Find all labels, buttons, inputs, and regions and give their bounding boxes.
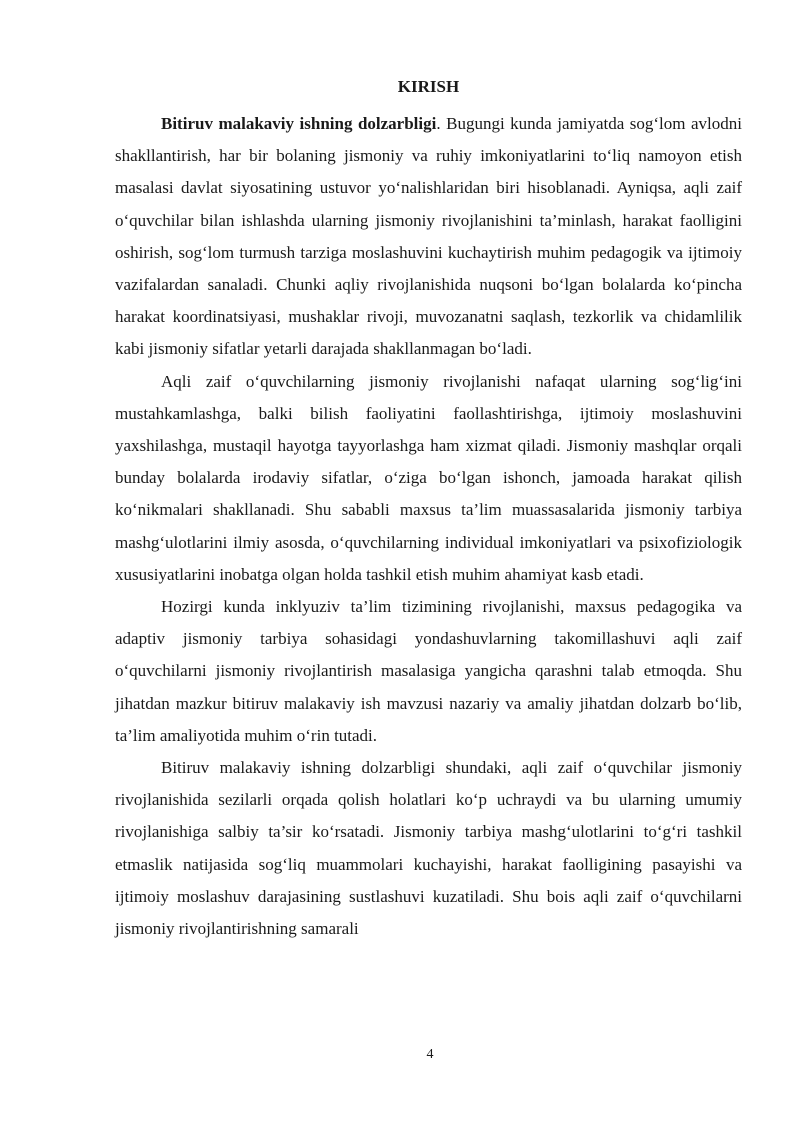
paragraph-1-text: . Bugungi kunda jamiyatda sog‘lom avlodni shakllantirish, har bir bolaning jismoniy va ruhiy imkoniyatlarini to‘liq namoyon etish masalasi davlat siyosatining ustuvor yo‘nalishlaridan biri hisoblanadi. Ayniqsa, aqli zaif o‘quvchilar bilan ishlashda ularning jismoniy rivojlanishini ta’minlash, harakat faolligini oshirish, sog‘lom turmush tarziga moslashuvini kuchaytirish muhim pedagogik va ijtimoiy vazifalardan sanaladi. Chunki aqliy rivojlanishida nuqsoni bo‘lgan bolalarda ko‘pincha harakat koordinatsiyasi, mushaklar rivoji, muvozanatni saqlash, tezkorlik va chidamlilik kabi jismoniy sifatlar yetarli darajada shakllanmagan bo‘ladi. (115, 114, 742, 359)
section-heading: KIRISH (397, 77, 460, 96)
page-number: 4 (426, 1047, 434, 1062)
paragraph-2 (115, 366, 742, 591)
paragraph-1 (115, 108, 742, 366)
paragraph-3 (115, 591, 742, 752)
page-content (115, 72, 742, 945)
paragraph-4 (115, 752, 742, 945)
paragraph-1-lead: Bitiruv malakaviy ishning dolzarbligi (161, 114, 437, 133)
paragraph-4-text: Bitiruv malakaviy ishning dolzarbligi shundaki, aqli zaif o‘quvchilar jismoniy rivojlanishida sezilarli orqada qolish holatlari ko‘p uchraydi va bu ularning umumiy rivojlanishiga salbiy ta’sir ko‘rsatadi. Jismoniy tarbiya mashg‘ulotlarini to‘g‘ri tashkil etmaslik natijasida sog‘liq muammolari kuchayishi, harakat faolligining pasayishi va ijtimoiy moslashuv darajasining sustlashuvi kuzatiladi. Shu bois aqli zaif o‘quvchilarni jismoniy rivojlantirishning samarali (115, 758, 742, 939)
paragraph-3-text: Hozirgi kunda inklyuziv ta’lim tizimining rivojlanishi, maxsus pedagogika va adaptiv jismoniy tarbiya sohasidagi yondashuvlarning takomillashuvi aqli zaif o‘quvchilarni jismoniy rivojlantirish masalasiga yangicha qarashni talab etmoqda. Shu jihatdan mazkur bitiruv malakaviy ish mavzusi nazariy va amaliy jihatdan dolzarb bo‘lib, ta’lim amaliyotida muhim o‘rin tutadi. (115, 597, 742, 745)
paragraph-2-text: Aqli zaif o‘quvchilarning jismoniy rivojlanishi nafaqat ularning sog‘lig‘ini mustahkamlashga, balki bilish faoliyatini faollashtirishga, ijtimoiy moslashuvini yaxshilashga, mustaqil hayotga tayyorlashga ham xizmat qiladi. Jismoniy mashqlar orqali bunday bolalarda irodaviy sifatlar, o‘ziga bo‘lgan ishonch, jamoada harakat qilish ko‘nikmalari shakllanadi. Shu sababli maxsus ta’lim muassasalarida jismoniy tarbiya mashg‘ulotlarini ilmiy asosda, o‘quvchilarning individual imkoniyatlari va psixofiziologik xususiyatlarini inobatga olgan holda tashkil etish muhim ahamiyat kasb etadi. (115, 371, 742, 584)
